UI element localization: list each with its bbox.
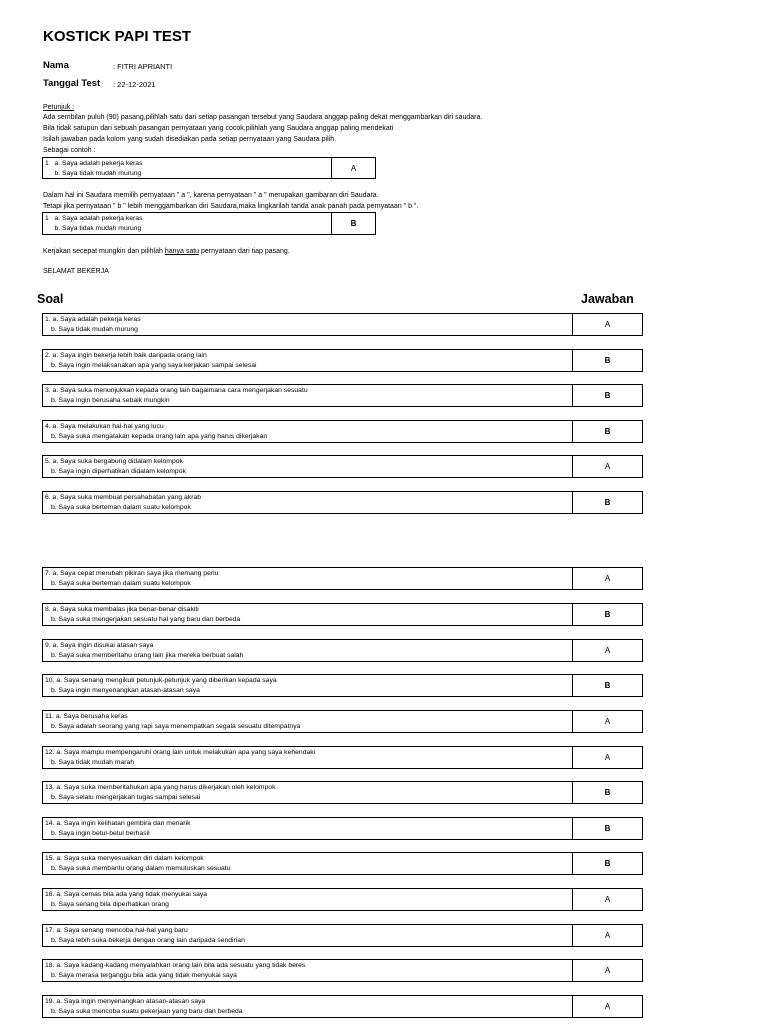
question-18-statement (42, 959, 573, 982)
question-16-statement (42, 888, 573, 911)
question-2-statement (42, 349, 573, 372)
question-7-answer[interactable]: A (572, 567, 643, 590)
question-12-answer[interactable]: A (572, 746, 643, 769)
question-9-option-b: b. Saya suka memberitahu orang lain jika mereka berbuat salah (51, 652, 244, 659)
question-16-option-b: b. Saya senang bila diperhatikan orang (51, 901, 169, 908)
question-3-answer[interactable]: B (572, 384, 643, 407)
question-9-statement (42, 639, 573, 662)
question-6-answer[interactable]: B (572, 491, 643, 514)
example-2-option-a: 1 a. Saya adalah pekerja keras (45, 215, 143, 222)
instructions-line-2: Bila tidak satupun dari sebuah pasangan pernyataan yang cocok,pilihlah yang Saudara anggap paling mendekati (43, 125, 394, 132)
question-19-option-a: 19. a. Saya ingin menyenangkan atasan-atasan saya (45, 998, 206, 1005)
jawaban-header: Jawaban (581, 292, 634, 306)
question-7-statement (42, 567, 573, 590)
question-13-option-a: 13. a. Saya suka memberitahukan apa yang harus dikerjakan oleh kelompok (45, 784, 276, 791)
selamat-bekerja: SELAMAT BEKERJA (43, 268, 109, 275)
question-2-option-b: b. Saya ingin melaksanakan apa yang saya kerjakan sampai selesai (51, 362, 257, 369)
question-19-answer[interactable]: A (572, 995, 643, 1018)
instructions-line-4: Sebagai contoh : (43, 147, 96, 154)
question-10-option-b: b. Saya ingin menyenangkan atasan-atasan saya (51, 687, 200, 694)
question-3-statement (42, 384, 573, 407)
question-9-answer[interactable]: A (572, 639, 643, 662)
question-16-option-a: 16. a. Saya cemas bila ada yang tidak menyukai saya (45, 891, 208, 898)
question-11-option-a: 11. a. Saya berusaha keras (45, 713, 128, 720)
question-12-option-b: b. Saya tidak mudah marah (51, 759, 135, 766)
question-6-statement (42, 491, 573, 514)
question-14-answer[interactable]: B (572, 817, 643, 840)
instructions-heading: Petunjuk : (43, 104, 75, 111)
question-8-option-b: b. Saya suka mengerjakan sesuatu hal yang baru dan berbeda (51, 616, 241, 623)
question-11-statement (42, 710, 573, 733)
question-13-statement (42, 781, 573, 804)
question-7-option-b: b. Saya suka berteman dalam suatu kelompok (51, 580, 191, 587)
example-2-statement (42, 212, 332, 235)
question-5-option-a: 5. a. Saya suka bergabung didalam kelompok (45, 458, 183, 465)
question-13-answer[interactable]: B (572, 781, 643, 804)
question-18-option-b: b. Saya merasa terganggu bila ada yang tidak menyukai saya (51, 972, 237, 979)
page-title: KOSTICK PAPI TEST (43, 28, 192, 45)
question-5-statement (42, 455, 573, 478)
question-13-option-b: b. Saya selalu mengerjakan tugas sampai selesai (51, 794, 201, 801)
question-15-statement (42, 852, 573, 875)
question-19-option-b: b. Saya suka mencoba suatu pekerjaan yang baru dan berbeda (51, 1008, 243, 1015)
soal-header: Soal (37, 292, 64, 306)
question-3-option-a: 3. a. Saya suka menunjukkan kepada orang lain bagaimana cara mengerjakan sesuatu (45, 387, 308, 394)
question-8-statement (42, 603, 573, 626)
question-9-option-a: 9. a. Saya ingin disukai atasan saya (45, 642, 154, 649)
question-19-statement (42, 995, 573, 1018)
question-5-option-b: b. Saya ingin diperhatikan didalam kelompok (51, 468, 186, 475)
question-3-option-b: b. Saya ingin berusaha sebaik mungkin (51, 397, 170, 404)
question-18-answer[interactable]: A (572, 959, 643, 982)
question-17-option-a: 17. a. Saya senang mencoba hal-hal yang baru (45, 927, 188, 934)
question-16-answer[interactable]: A (572, 888, 643, 911)
example-1-option-b: b. Saya tidak mudah murung (45, 169, 142, 177)
instructions-line-1: Ada sembilan puluh (90) pasang,pilihlah satu dari setiap pasangan tersebut yang Saudara anggap paling dekat menggambarkan diri saudara. (43, 114, 483, 121)
tanggal-value: : 22-12-2021 (113, 80, 156, 89)
question-8-answer[interactable]: B (572, 603, 643, 626)
example-2-answer: B (331, 212, 376, 235)
question-7-option-a: 7. a. Saya cepat merubah pikiran saya jika memang perlu (45, 570, 219, 577)
example-1-statement (42, 157, 332, 179)
closing-post: pernyataan dari tiap pasang. (199, 248, 290, 255)
question-17-statement (42, 924, 573, 947)
question-14-option-a: 14. a. Saya ingin kelihatan gembira dan menarik (45, 820, 191, 827)
question-11-option-b: b. Saya adalah seorang yang rapi saya menempatkan segala sesuatu ditempatnya (51, 723, 301, 730)
question-15-option-a: 15. a. Saya suka menyesuaikan diri dalam kelompok (45, 855, 204, 862)
instructions-line-3: Isilah jawaban pada kolom yang sudah disediakan pada setiap pernyataan yang Saudara pilih. (43, 136, 337, 143)
question-1-answer[interactable]: A (572, 313, 643, 336)
question-4-option-a: 4. a. Saya melakukan hal-hal yang lucu (45, 423, 164, 430)
question-1-option-a: 1. a. Saya adalah pekerja keras (45, 316, 141, 323)
question-10-answer[interactable]: B (572, 674, 643, 697)
question-18-option-a: 18. a. Saya kadang-kadang menyalahkan orang lain bila ada sesuatu yang tidak beres (45, 962, 306, 969)
example-2-option-b: b. Saya tidak mudah murung (45, 224, 142, 232)
question-12-option-a: 12. a. Saya mampu mempengaruhi orang lain untuk melakukan apa yang saya kehendaki (45, 749, 316, 756)
nama-value: : FITRI APRIANTI (113, 62, 173, 71)
closing-instruction (43, 247, 290, 256)
question-10-option-a: 10. a. Saya senang mengikuti petunjuk-petunjuk yang diberikan kepada saya (45, 677, 277, 684)
tanggal-label: Tanggal Test (43, 78, 101, 89)
question-6-option-b: b. Saya suka berteman dalam suatu kelompok (51, 504, 191, 511)
question-4-statement (42, 420, 573, 443)
question-15-answer[interactable]: B (572, 852, 643, 875)
example-1-option-a: 1 a. Saya adalah pekerja keras (45, 160, 143, 167)
explain-line-1: Dalam hal ini Saudara memilih pernyataan " a ", karena pernyataan " a " merupakan gambaran diri Saudara. (43, 192, 379, 199)
question-4-answer[interactable]: B (572, 420, 643, 443)
question-14-option-b: b. Saya ingin betul-betul berhasil (51, 830, 150, 837)
closing-pre: Kerjakan secepat mungkin dan pilihlah (43, 248, 165, 255)
question-12-statement (42, 746, 573, 769)
explain-line-2: Tetapi jika pernyataan " b " lebih menggambarkan diri Saudara,maka lingkarilah tanda anak panah pada pernyataan " b ". (43, 203, 419, 210)
question-1-statement (42, 313, 573, 336)
question-4-option-b: b. Saya suka mengatakan kepada orang lain apa yang harus dikerjakan (51, 433, 268, 440)
example-1-answer: A (331, 157, 376, 179)
question-14-statement (42, 817, 573, 840)
question-17-option-b: b. Saya lebih suka bekerja dengan orang lain daripada sendirian (51, 937, 245, 944)
closing-underline: hanya satu (164, 248, 200, 255)
nama-label: Nama (43, 60, 69, 71)
question-8-option-a: 8. a. Saya suka membalas jika benar-benar disakiti (45, 606, 199, 613)
question-2-option-a: 2. a. Saya ingin bekerja lebih baik daripada orang lain (45, 352, 207, 359)
question-5-answer[interactable]: A (572, 455, 643, 478)
question-10-statement (42, 674, 573, 697)
question-1-option-b: b. Saya tidak mudah murung (51, 326, 138, 333)
question-2-answer[interactable]: B (572, 349, 643, 372)
question-11-answer[interactable]: A (572, 710, 643, 733)
question-15-option-b: b. Saya suka membantu orang dalam memutuskan sesuatu (51, 865, 231, 872)
question-17-answer[interactable]: A (572, 924, 643, 947)
question-6-option-a: 6. a. Saya suka membuat persahabatan yang akrab (45, 494, 202, 501)
